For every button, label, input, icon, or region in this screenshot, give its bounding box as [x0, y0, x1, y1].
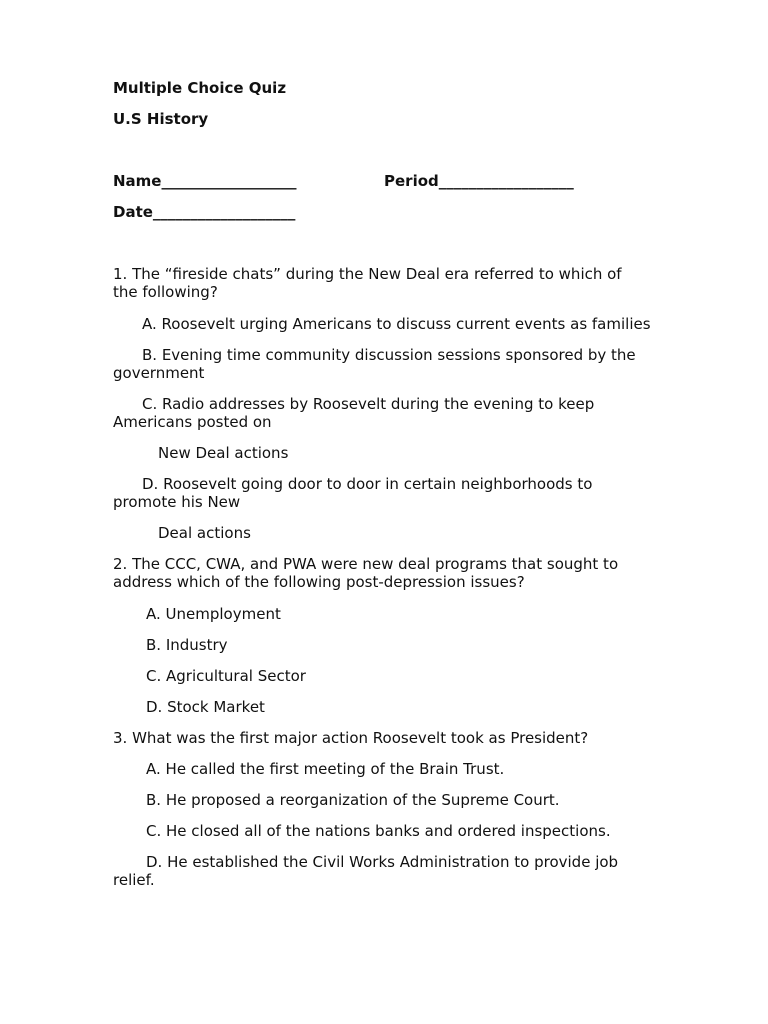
question-2-option-d: D. Stock Market	[146, 698, 265, 716]
period-field: Period__________________	[384, 172, 574, 190]
question-1-option-d-continued: Deal actions	[158, 524, 251, 542]
quiz-title: Multiple Choice Quiz	[113, 79, 287, 97]
question-2-stem: 2. The CCC, CWA, and PWA were new deal programs that sought to address which of the following post-depression issues?	[113, 555, 619, 591]
question-3-option-d: D. He established the Civil Works Administration to provide job relief.	[113, 853, 619, 889]
question-2-option-c: C. Agricultural Sector	[146, 667, 306, 685]
question-1-option-c: C. Radio addresses by Roosevelt during the evening to keep Americans posted on	[113, 395, 595, 431]
question-3-option-c: C. He closed all of the nations banks and ordered inspections.	[146, 822, 611, 840]
question-1-option-a: A. Roosevelt urging Americans to discuss current events as families	[142, 315, 651, 333]
name-field: Name__________________	[113, 172, 297, 190]
question-3-stem: 3. What was the first major action Roosevelt took as President?	[113, 729, 589, 747]
question-1-option-c-continued: New Deal actions	[158, 444, 289, 462]
subject-label: U.S History	[113, 110, 209, 128]
question-2-option-b: B. Industry	[146, 636, 228, 654]
question-1-option-b: B. Evening time community discussion sessions sponsored by the government	[113, 346, 636, 382]
question-1-stem: 1. The “fireside chats” during the New Deal era referred to which of the following?	[113, 265, 622, 301]
date-field: Date___________________	[113, 203, 296, 221]
question-3-option-b: B. He proposed a reorganization of the Supreme Court.	[146, 791, 560, 809]
question-1-option-d: D. Roosevelt going door to door in certain neighborhoods to promote his New	[113, 475, 593, 511]
question-3-option-a: A. He called the first meeting of the Brain Trust.	[146, 760, 505, 778]
question-2-option-a: A. Unemployment	[146, 605, 281, 623]
